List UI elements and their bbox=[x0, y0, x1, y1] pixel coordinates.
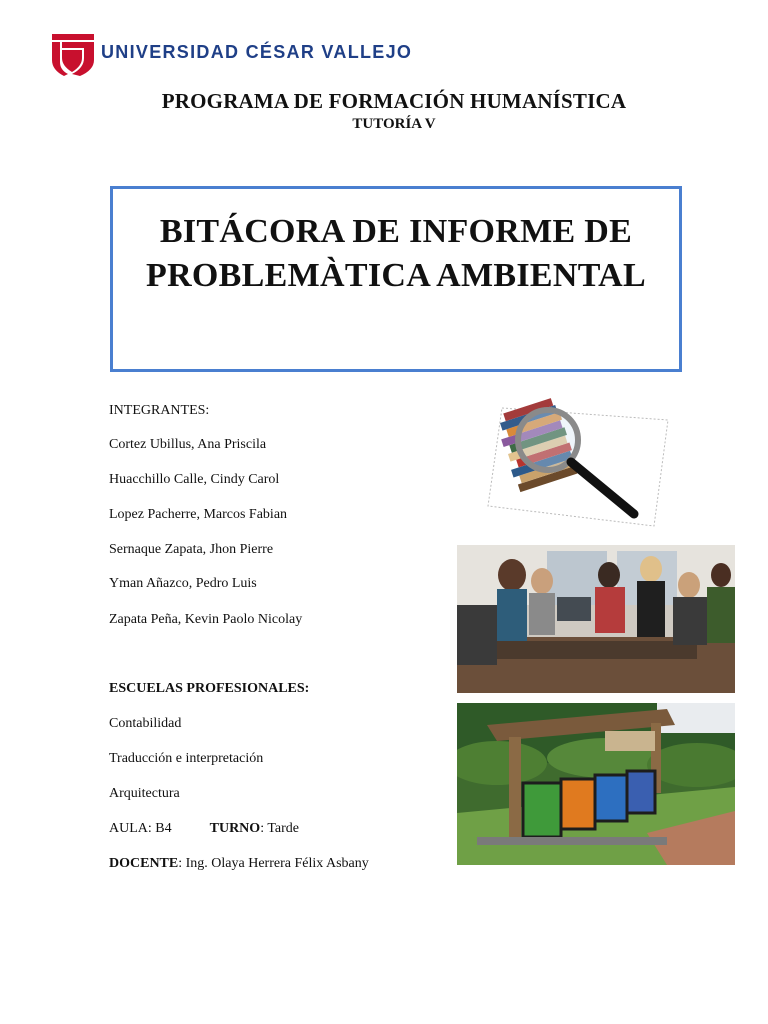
program-subtitle: TUTORÍA V bbox=[352, 116, 436, 132]
docente-label: DOCENTE bbox=[109, 856, 179, 871]
main-title-line1: BITÁCORA DE INFORME DE bbox=[159, 213, 633, 250]
member-name: Huacchillo Calle, Cindy Carol bbox=[109, 472, 280, 487]
university-logo-icon bbox=[50, 32, 96, 78]
school-item: Arquitectura bbox=[109, 786, 180, 801]
turno-label: TURNO bbox=[209, 821, 261, 836]
member-name: Zapata Peña, Kevin Paolo Nicolay bbox=[109, 612, 303, 627]
university-name: UNIVERSIDAD CÉSAR VALLEJO bbox=[101, 42, 413, 62]
members-heading: INTEGRANTES: bbox=[109, 403, 210, 418]
school-item: Traducción e interpretación bbox=[109, 751, 264, 766]
main-title-line2: PROBLEMÀTICA AMBIENTAL bbox=[146, 257, 646, 294]
school-item: Contabilidad bbox=[109, 716, 182, 731]
docente-line bbox=[109, 856, 369, 872]
schools-heading: ESCUELAS PROFESIONALES: bbox=[109, 681, 310, 696]
member-name: Yman Añazco, Pedro Luis bbox=[109, 576, 257, 591]
docente-value: : Ing. Olaya Herrera Félix Asbany bbox=[178, 856, 369, 871]
recycling-bins-photo bbox=[457, 703, 735, 865]
program-title: PROGRAMA DE FORMACIÓN HUMANÍSTICA bbox=[161, 89, 627, 113]
aula-line bbox=[109, 821, 299, 837]
turno-value: : Tarde bbox=[260, 821, 299, 836]
team-meeting-photo bbox=[457, 545, 735, 693]
main-title bbox=[110, 210, 682, 298]
member-name: Cortez Ubillus, Ana Priscila bbox=[109, 437, 267, 452]
member-name: Sernaque Zapata, Jhon Pierre bbox=[109, 542, 274, 557]
books-magnifier-illustration bbox=[486, 388, 670, 528]
member-name: Lopez Pacherre, Marcos Fabian bbox=[109, 507, 288, 522]
aula-label: AULA: B4 bbox=[109, 821, 172, 836]
